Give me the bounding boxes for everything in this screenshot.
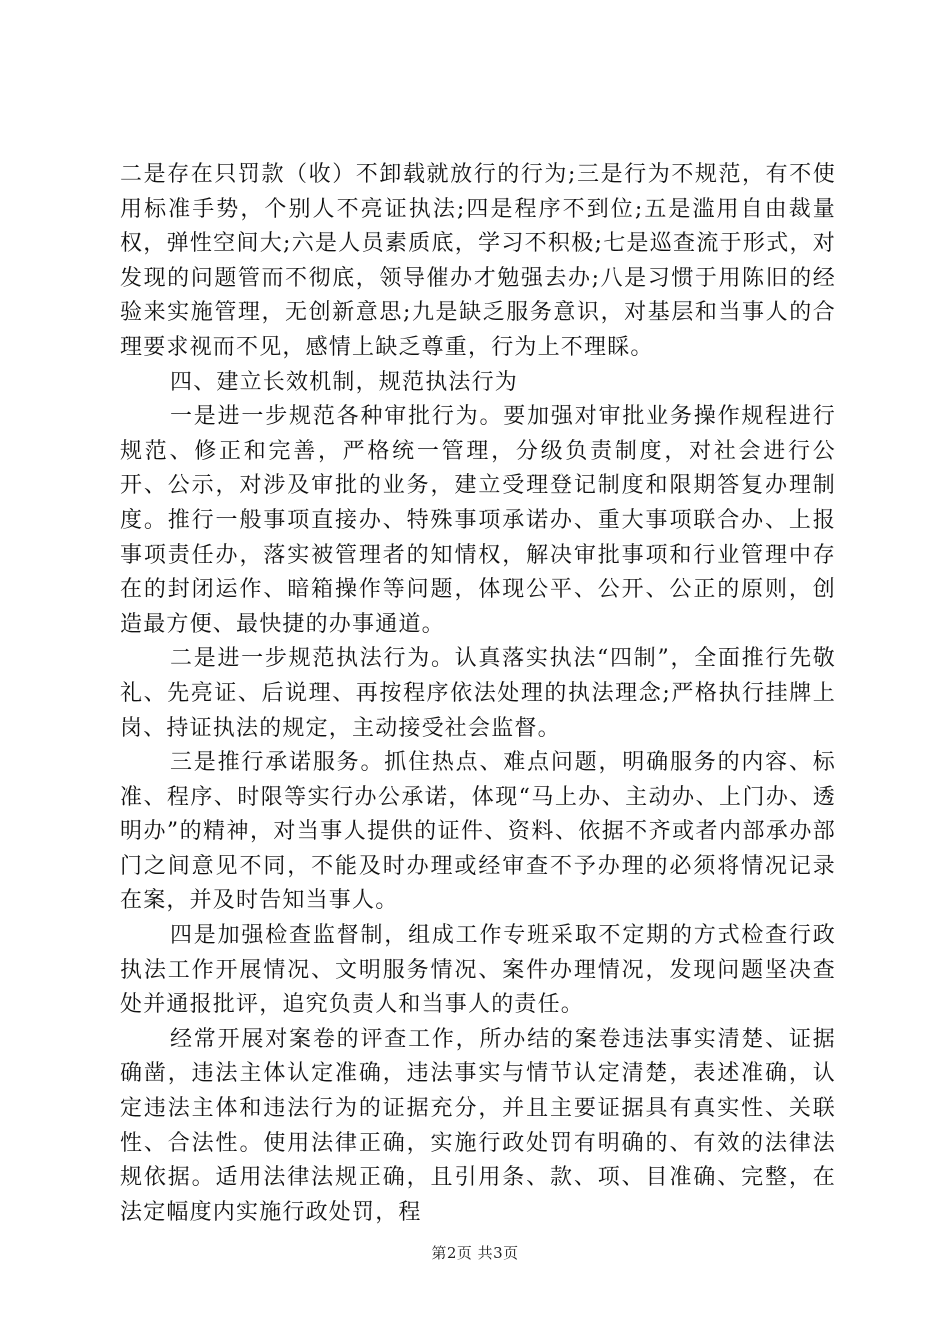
paragraph-approval: 一是进一步规范各种审批行为。要加强对审批业务操作规程进行规范、修正和完善，严格统一管理，分级负责制度，对社会进行公开、公示，对涉及审批的业务，建立受理登记制度和限期答复办理制度。推行一般事项直接办、特殊事项承诺办、重大事项联合办、上报事项责任办，落实被管理者的知情权，解决审批事项和行业管理中存在的封闭运作、暗箱操作等问题，体现公平、公开、公正的原则，创造最方便、最快捷的办事通道。 [120, 404, 836, 637]
paragraph-case-review: 经常开展对案卷的评查工作，所办结的案卷违法事实清楚、证据确凿，违法主体认定准确，违法事实与情节认定清楚，表述准确，认定违法主体和违法行为的证据充分，并且主要证据具有真实性、关联性、合法性。使用法律正确，实施行政处罚有明确的、有效的法律法规依据。适用法律法规正确，且引用条、款、项、目准确、完整，在法定幅度内实施行政处罚，程 [120, 1026, 836, 1225]
paragraph-1: 二是存在只罚款（收）不卸载就放行的行为;三是行为不规范，有不使用标准手势，个别人不亮证执法;四是程序不到位;五是滥用自由裁量权，弹性空间大;六是人员素质底，学习不积极;七是巡查流于形式，对发现的问题管而不彻底，领导催办才勉强去办;八是习惯于用陈旧的经验来实施管理，无创新意思;九是缺乏服务意识，对基层和当事人的合理要求视而不见，感情上缺乏尊重，行为上不理睬。 [120, 162, 836, 360]
paragraph-supervision: 四是加强检查监督制，组成工作专班采取不定期的方式检查行政执法工作开展情况、文明服务情况、案件办理情况，发现问题坚决查处并通报批评，追究负责人和当事人的责任。 [120, 923, 836, 1018]
paragraph-enforcement: 二是进一步规范执法行为。认真落实执法“四制”，全面推行先敬礼、先亮证、后说理、再按程序依法处理的执法理念;严格执行挂牌上岗、持证执法的规定，主动接受社会监督。 [120, 646, 836, 741]
page-footer: 第2页 共3页 [431, 1244, 519, 1262]
paragraph-commitment: 三是推行承诺服务。抓住热点、难点问题，明确服务的内容、标准、程序、时限等实行办公承诺，体现“马上办、主动办、上门办、透明办”的精神，对当事人提供的证件、资料、依据不齐或者内部承办部门之间意见不同，不能及时办理或经审查不予办理的必须将情况记录在案，并及时告知当事人。 [120, 750, 836, 914]
section-heading: 四、建立长效机制，规范执法行为 [170, 369, 519, 395]
document-body [120, 158, 836, 1230]
